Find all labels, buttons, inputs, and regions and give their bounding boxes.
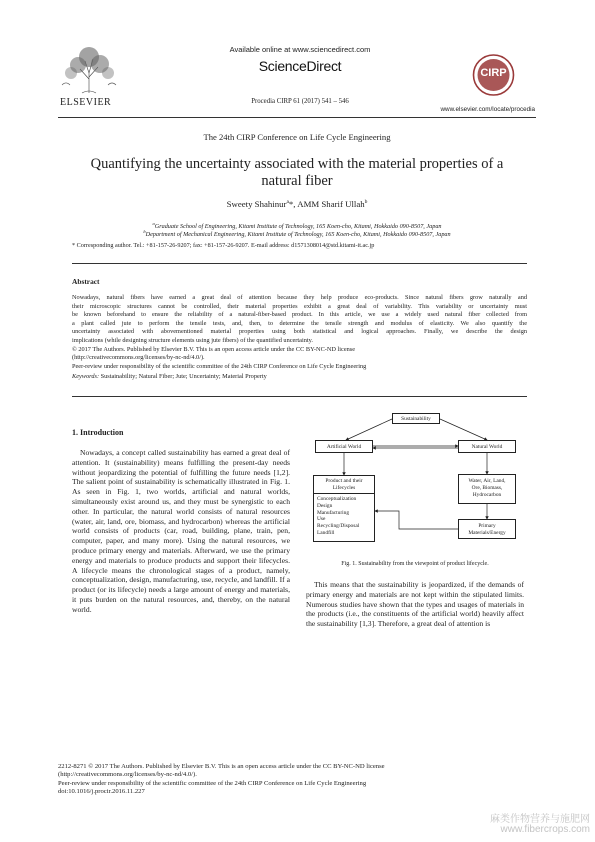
copyright: © 2017 The Authors. Published by Elsevier B.V. This is an open access article under the CC BY-NC-ND license [72,345,356,353]
keywords-list: Sustainability; Natural Fiber; Jute; Uncertainty; Material Property [99,373,267,381]
cirp-logo-text: CIRP [480,67,507,79]
author-first: Sweety Shahinur [226,199,287,209]
abstract-heading: Abstract [72,277,100,286]
abstract-line: a plant called jute to perform the tensile tests, and, then, to determine the tensile strength and modulus of elasticity. We also quantify the [72,319,527,327]
fig-stage: Manufacturing [317,509,350,516]
fig-resources-box: Water, Air, Land, Ore, Biomass, Hydrocarbon [458,474,516,504]
abstract-line: Nowadays, natural fibers have earned a great deal of attention because they help produce eco-products. Since natural fibers grow naturally and [72,294,527,301]
fig-stage: Use [317,516,326,523]
author-list [58,199,536,209]
fig-sustainability-box: Sustainability [392,413,440,424]
abstract-line: be known beforehand to ensure the reliability of a natural-fiber-based product. In this article, we use a widely used natural fiber collected from [72,311,527,319]
sciencedirect-brand: ScienceDirect [258,58,342,74]
corresponding-author: * Corresponding author. Tel.: +81-157-26-9207; fax: +81-157-26-9207. E-mail address: d1571308014@std.kitami-it.ac.jp [72,242,375,249]
elsevier-url[interactable]: www.elsevier.com/locate/procedia [440,106,535,113]
abstract-top-rule [72,263,527,264]
author-sup-a: a [286,199,289,206]
watermark-cn: 麻类作物营养与施肥网 [490,814,590,825]
header-rule [58,117,536,118]
author-sup-b: b [364,199,368,206]
fig-natural-world-box: Natural World [458,440,516,453]
author-rest: *, AMM Sharif Ullah [288,199,365,209]
fig-product-box: Product and their Lifecycles [313,475,375,494]
intro-paragraph-1: Nowadays, a concept called sustainability has earned a great deal of attention. It (sustainability) means fulfilling the present-day needs without jeopardizing the potential of fulfilling the future needs [1,2]. The salient point of sustainability is schematically illustrated in Fig. 1. As seen in Fig. 1, two worlds, artificial and natural worlds, simultaneously exist around us, and they must be synergistic to each other. In particular, the natural world consists of natural resources (water, air, land, ore, biomass, and hydrocarbon) whereas the artificial world consists of products (car, road, building, plane, train, pen, computer, paper, and many more). Using the natural resources, we produce primary energy and materials. Afterward, we use the primary energy and materials to produce products and support their lifecycles. A lifecycle means the chronological stages of a product, namely, conceptualization, design, manufacturing, use, recycle, and landfill. If a product (or its lifecycle) needs a large amount of energy and materials, it puts burden on the natural resources, and, thereby, on the natural world. [72,448,290,614]
abstract-line: uncertainty associated with abovementioned material properties using both statistical and logical approaches. Finally, we describe the design [72,328,527,336]
fig-stage: Conceptualization [317,496,357,502]
footer-issn: 2212-8271 © 2017 The Authors. Published by Elsevier B.V. This is an open access article under the CC BY-NC-ND license [58,763,385,770]
abstract-line: implications (while designing structure elements using jute fibers) of the quantified uncertainty. [72,336,313,344]
footer-doi[interactable]: doi:10.1016/j.procir.2016.11.227 [58,788,145,796]
keywords [72,373,527,382]
fig-artificial-world-box: Artificial World [315,440,373,453]
fig-connectors [300,405,530,555]
elsevier-tree-logo [58,45,120,97]
paper-title-line1: Quantifying the uncertainty associated with the material properties of a [90,156,504,172]
footer [58,763,536,797]
elsevier-wordmark: ELSEVIER [60,97,112,108]
abstract-body [72,294,527,382]
peer-review: Peer-review under responsibility of the scientific committee of the 24th CIRP Conference on Life Cycle Engineering [72,362,367,370]
keywords-label: Keywords: [72,373,100,381]
abstract-bottom-rule [72,396,527,397]
watermark-url: www.fibercrops.com [500,824,590,835]
fig-stage: Recycling/Disposal [317,523,360,530]
intro-paragraph-2: This means that the sustainability is jeopardized, if the demands of primary energy and materials are not kept within the stipulated limits. Numerous studies have shown that the types and usages of materials in the products (i.e., the constituents of the artificial world) heavily affect the sustainability [1,3]. Therefore, a great deal of attention is [306,580,524,629]
footer-license[interactable]: (http://creativecommons.org/licenses/by-nc-nd/4.0/). [58,771,197,779]
fig-primary-box: Primary Materials/Energy [458,519,516,539]
fig-stage: Landfill [317,529,335,536]
affiliation-a: $^a$Graduate School of Engineering, Kitami Institute of Technology, 165 Koen-cho, Kitami, Hokkaido 090-8507, Japan [152,221,442,231]
license-link[interactable]: (http://creativecommons.org/licenses/by-nc-nd/4.0/). [72,354,205,362]
footer-peer-review: Peer-review under responsibility of the scientific committee of the 24th CIRP Conference on Life Cycle Engineering [58,779,367,787]
affiliation-b: $^b$Department of Mechanical Engineering, Kitami Institute of Technology, 165 Koen-cho, Kitami, Hokkaido 090-8507, Japan [143,229,451,239]
fig-stage: Design [317,502,333,509]
conference-name: The 24th CIRP Conference on Life Cycle Engineering [203,132,391,142]
available-online: Available online at www.sciencedirect.com [229,45,371,54]
intro-heading: 1. Introduction [72,428,124,437]
paper-title-line2: natural fiber [261,173,333,189]
journal-ref: Procedia CIRP 61 (2017) 541 – 546 [251,98,349,105]
abstract-line: their microscopic structures cannot be controlled, their material properties exhibit a great deal of variability. This variability or uncertainty must [72,302,527,310]
fig-caption: Fig. 1. Sustainability from the viewpoint of product lifecycle. [341,561,489,567]
